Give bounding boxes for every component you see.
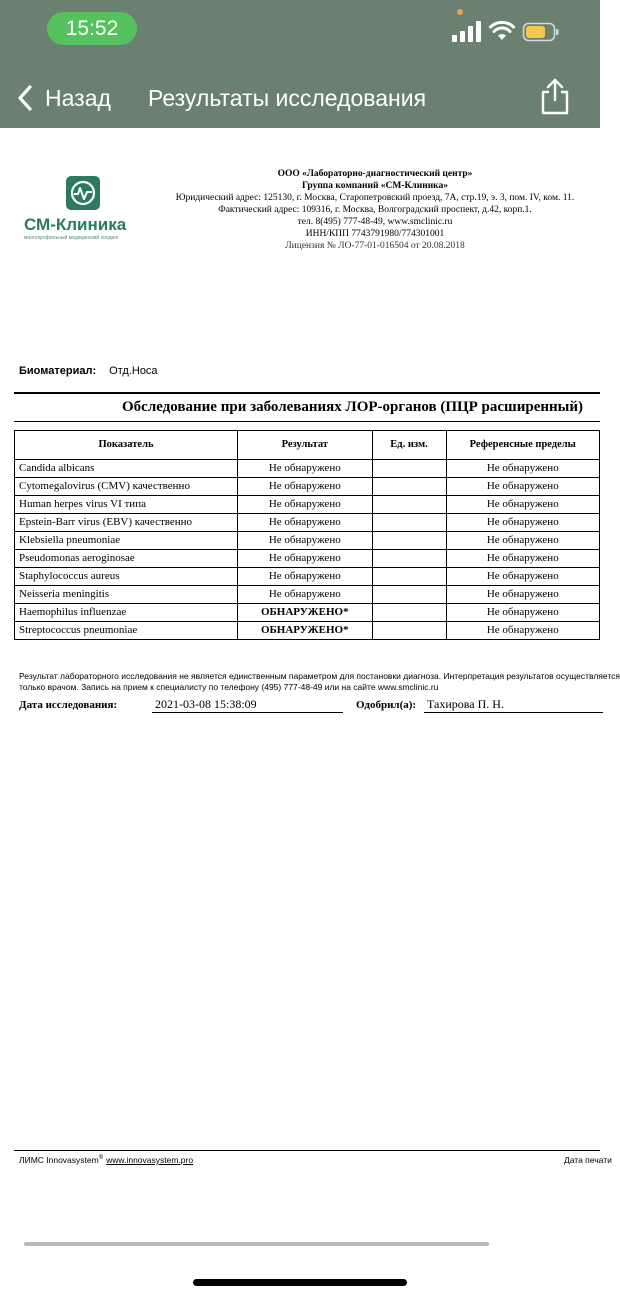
- biomaterial: [19, 365, 158, 377]
- section-title: Обследование при заболеваниях ЛОР-органов (ПЦР расширенный): [122, 399, 584, 415]
- cell-unit: [372, 568, 446, 586]
- cell-result: Не обнаружено: [238, 532, 373, 550]
- footer-print-date: Дата печати: [564, 1155, 612, 1165]
- org-name: ООО «Лабораторно-диагностический центр»: [277, 169, 473, 179]
- table-row: [15, 568, 600, 586]
- cell-result: Не обнаружено: [238, 568, 373, 586]
- back-button-label: Назад: [45, 85, 111, 111]
- table-row: [15, 622, 600, 640]
- cell-reference: Не обнаружено: [446, 550, 599, 568]
- cell-reference: Не обнаружено: [446, 514, 599, 532]
- pdf-document: [0, 128, 620, 1297]
- divider: [14, 421, 600, 422]
- cell-result: Не обнаружено: [238, 478, 373, 496]
- org-inn: ИНН/КПП 7743791980/774301001: [305, 229, 445, 239]
- footer-lims: [19, 1155, 193, 1165]
- cell-unit: [372, 460, 446, 478]
- cell-indicator: Human herpes virus VI типа: [15, 496, 238, 514]
- horizontal-scrollbar[interactable]: [24, 1242, 489, 1246]
- cell-unit: [372, 604, 446, 622]
- org-actual-address: Фактический адрес: 109316, г. Москва, Волгоградский проспект, д.42, корп.1.: [218, 205, 532, 215]
- column-header-unit: Ед. изм.: [372, 431, 446, 460]
- column-header-reference: Референсные пределы: [446, 431, 599, 460]
- table-header-row: [15, 431, 600, 460]
- clinic-logo-tagline: многопрофильный медицинский холдинг: [24, 235, 119, 241]
- cell-reference: Не обнаружено: [446, 586, 599, 604]
- cell-indicator: Candida albicans: [15, 460, 238, 478]
- cell-result: Не обнаружено: [238, 550, 373, 568]
- cell-reference: Не обнаружено: [446, 568, 599, 586]
- approved-by-value: Тахирова П. Н.: [424, 697, 603, 713]
- cell-result: Не обнаружено: [238, 586, 373, 604]
- disclaimer-line: Результат лабораторного исследования не является единственным параметром для постановки диагноза. Интерпретация результатов осуществляется: [19, 671, 620, 681]
- cell-indicator: Epstein-Barr virus (EBV) качественно: [15, 514, 238, 532]
- table-row: [15, 550, 600, 568]
- cell-unit: [372, 496, 446, 514]
- footer-lims-label: ЛИМС Innovasystem: [19, 1155, 99, 1165]
- cell-indicator: Staphylococcus aureus: [15, 568, 238, 586]
- biomaterial-label: Биоматериал:: [19, 365, 97, 377]
- footer-divider: [14, 1150, 600, 1151]
- results-table: [14, 430, 600, 640]
- cell-reference: Не обнаружено: [446, 460, 599, 478]
- disclaimer-line: только врачом. Запись на прием к специалисту по телефону (495) 777-48-49 или на сайте www.smclinic.ru: [19, 682, 439, 692]
- cell-indicator: Cytomegalovirus (CMV) качественно: [15, 478, 238, 496]
- cell-unit: [372, 478, 446, 496]
- table-row: [15, 514, 600, 532]
- cell-indicator: Neisseria meningitis: [15, 586, 238, 604]
- cell-unit: [372, 532, 446, 550]
- cell-reference: Не обнаружено: [446, 622, 599, 640]
- divider: [14, 392, 600, 394]
- cell-indicator: Haemophilus influenzae: [15, 604, 238, 622]
- cell-indicator: Streptococcus pneumoniae: [15, 622, 238, 640]
- page-title: Результаты исследования: [148, 85, 427, 111]
- nav-header: [0, 0, 600, 128]
- cell-result: Не обнаружено: [238, 496, 373, 514]
- home-indicator[interactable]: [193, 1279, 407, 1286]
- approved-by-label: Одобрил(а):: [356, 699, 417, 711]
- table-row: [15, 586, 600, 604]
- cell-result: ОБНАРУЖЕНО*: [238, 622, 373, 640]
- cell-reference: Не обнаружено: [446, 478, 599, 496]
- cell-reference: Не обнаружено: [446, 496, 599, 514]
- table-row: [15, 460, 600, 478]
- chevron-left-icon: [16, 84, 34, 112]
- org-group: Группа компаний «СМ-Клиника»: [301, 181, 449, 191]
- cell-unit: [372, 550, 446, 568]
- footer-link[interactable]: www.innovasystem.pro: [106, 1155, 194, 1165]
- cell-unit: [372, 514, 446, 532]
- column-header-result: Результат: [238, 431, 373, 460]
- cell-reference: Не обнаружено: [446, 604, 599, 622]
- privacy-indicator-dot: [457, 9, 463, 15]
- cell-result: Не обнаружено: [238, 460, 373, 478]
- battery-icon: [523, 23, 559, 41]
- org-legal-address: Юридический адрес: 125130, г. Москва, Старопетровский проезд, 7А, стр.19, э. 3, пом. IV, ком. 11.: [175, 193, 575, 203]
- table-row: [15, 604, 600, 622]
- registered-mark: ®: [98, 1155, 104, 1162]
- cell-indicator: Klebsiella pneumoniae: [15, 532, 238, 550]
- study-date-label: Дата исследования:: [19, 699, 118, 711]
- status-time: 15:52: [47, 12, 137, 45]
- organization-details: [150, 168, 600, 251]
- wifi-icon: [489, 20, 515, 42]
- cell-indicator: Pseudomonas aeroginosae: [15, 550, 238, 568]
- disclaimer: [19, 671, 620, 693]
- cell-result: Не обнаружено: [238, 514, 373, 532]
- org-license: Лицензия № ЛО-77-01-016504 от 20.08.2018: [285, 241, 465, 251]
- column-header-indicator: Показатель: [15, 431, 238, 460]
- cell-reference: Не обнаружено: [446, 532, 599, 550]
- table-row: [15, 532, 600, 550]
- biomaterial-value: Отд.Носа: [109, 365, 158, 377]
- cell-unit: [372, 586, 446, 604]
- study-date-value: 2021-03-08 15:38:09: [152, 697, 343, 713]
- table-row: [15, 496, 600, 514]
- org-phone: тел. 8(495) 777-48-49, www.smclinic.ru: [297, 217, 453, 227]
- clinic-logo-text: СМ-Клиника: [24, 215, 127, 234]
- cell-result: ОБНАРУЖЕНО*: [238, 604, 373, 622]
- table-row: [15, 478, 600, 496]
- clinic-logo-icon: [65, 175, 101, 211]
- cellular-signal-icon: [452, 20, 482, 42]
- share-icon[interactable]: [537, 78, 573, 116]
- cell-unit: [372, 622, 446, 640]
